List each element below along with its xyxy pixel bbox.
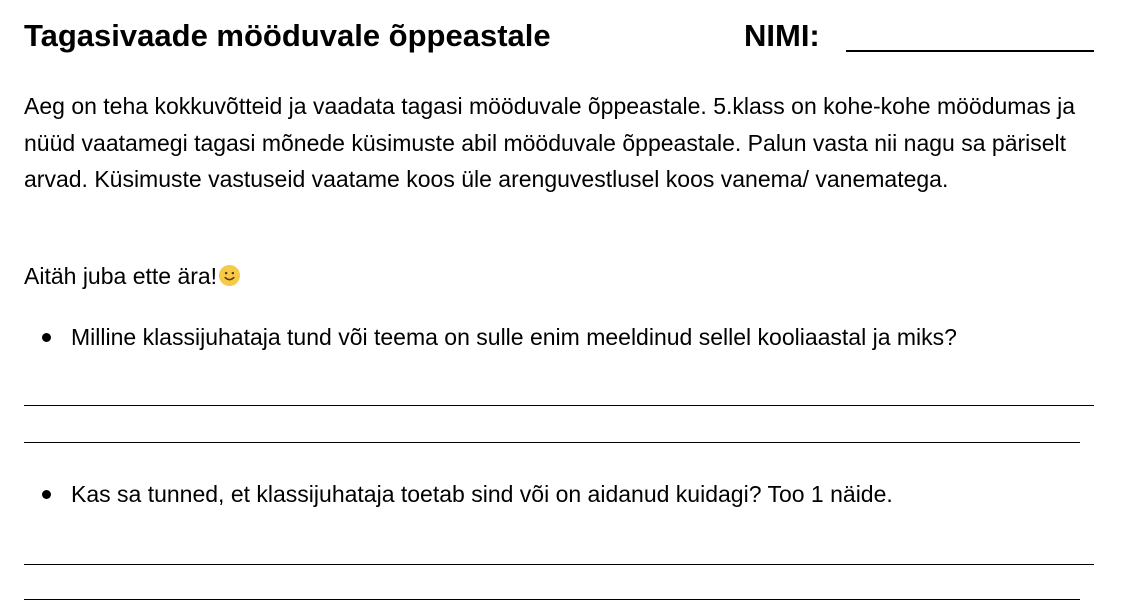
thanks-line (24, 258, 241, 294)
name-answer-line[interactable] (846, 50, 1094, 52)
bullet-icon (42, 333, 51, 342)
question-2 (24, 476, 1104, 512)
question-1 (24, 319, 1104, 355)
answer-line-3[interactable] (24, 564, 1094, 565)
smiley-face-icon (218, 264, 241, 287)
page-title: Tagasivaade mööduvale õppeastale (24, 18, 551, 53)
answer-line-2[interactable] (24, 442, 1080, 443)
thanks-text: Aitäh juba ette ära! (24, 263, 218, 289)
bullet-icon (42, 490, 51, 499)
question-2-text: Kas sa tunned, et klassijuhataja toetab sind või on aidanud kuidagi? Too 1 näide. (71, 481, 893, 507)
answer-line-4[interactable] (24, 599, 1080, 600)
answer-line-1[interactable] (24, 405, 1094, 406)
intro-paragraph: Aeg on teha kokkuvõtteid ja vaadata tagasi mööduvale õppeastale. 5.klass on kohe-kohe möödumas ja nüüd vaatamegi tagasi mõnede küsimuste abil mööduvale õppeastale. Palun vasta nii nagu sa päriselt arvad. Küsimuste vastuseid vaatame koos üle arenguvestlusel koos vanema/ vanematega. (24, 93, 1076, 192)
question-1-text: Milline klassijuhataja tund või teema on sulle enim meeldinud sellel kooliaastal ja miks? (71, 324, 957, 350)
name-label: NIMI: (744, 18, 820, 53)
